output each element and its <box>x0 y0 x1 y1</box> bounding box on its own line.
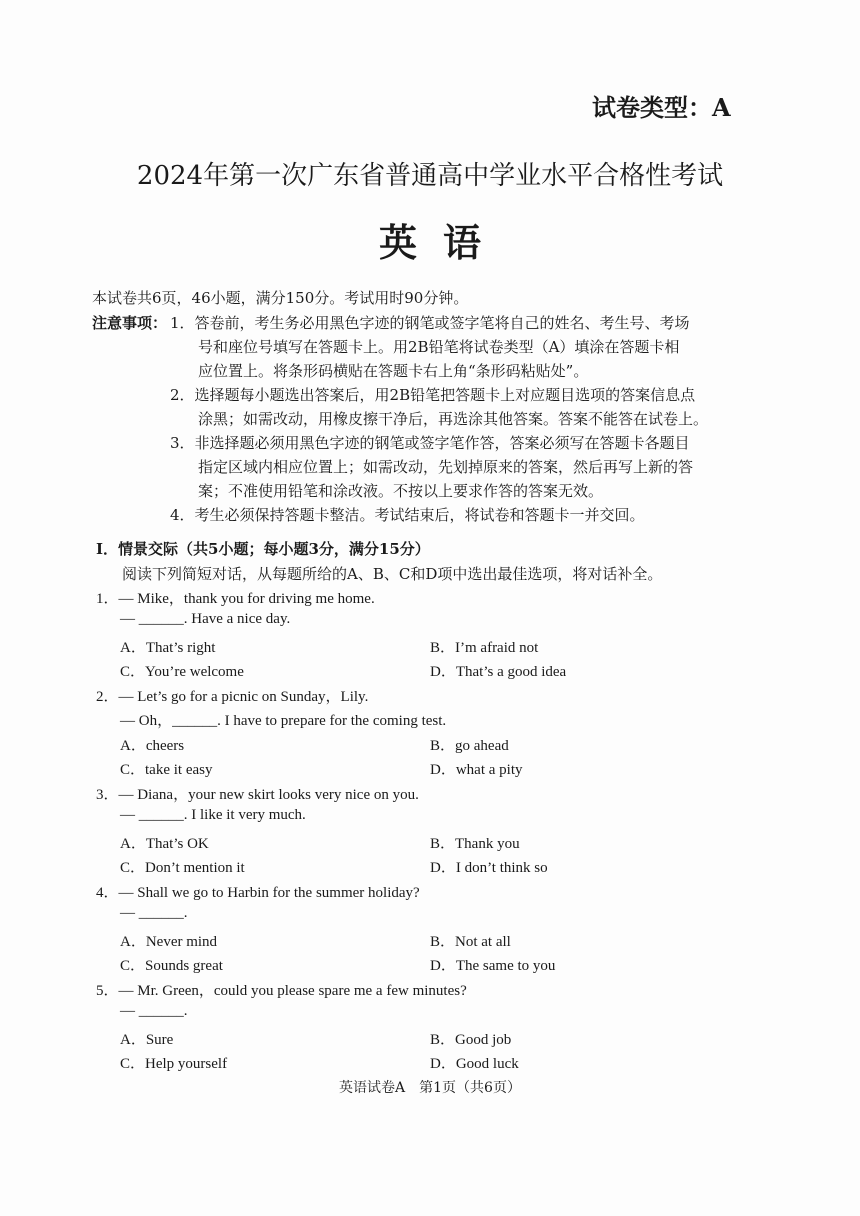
question-5-option-d: D．Good luck <box>430 1056 519 1072</box>
note-3-line-3: 案；不准使用铅笔和涂改液。不按以上要求作答的答案无效。 <box>198 482 604 500</box>
question-3-blank: — ______. I like it very much. <box>120 807 306 823</box>
question-3-option-d: D．I don’t think so <box>430 860 548 876</box>
question-2-option-a: A．cheers <box>120 738 185 754</box>
question-4-option-d: D．The same to you <box>430 958 556 974</box>
question-1-option-d: D．That’s a good idea <box>430 664 567 680</box>
question-1-option-c: C．You’re welcome <box>120 664 244 680</box>
note-3: 3．非选择题必须用黑色字迹的钢笔或签字笔作答，答案必须写在答题卡各题目 <box>170 434 690 452</box>
note-1-line-3: 应位置上。将条形码横贴在答题卡右上角“条形码粘贴处”。 <box>198 362 589 380</box>
question-3-stem: 3．— Diana，your new skirt looks very nice on you. <box>96 787 419 803</box>
question-1-option-a: A．That’s right <box>120 640 216 656</box>
question-2-stem: 2．— Let’s go for a picnic on Sunday，Lily. <box>96 689 369 705</box>
notes-label: 注意事项： <box>92 314 168 332</box>
question-4-option-a: A．Never mind <box>120 934 218 950</box>
exam-intro: 本试卷共6页，46小题，满分150分。考试用时90分钟。 <box>92 289 469 307</box>
question-3-option-c: C．Don’t mention it <box>120 860 245 876</box>
exam-title: 2024年第一次广东省普通高中学业水平合格性考试 <box>136 161 724 191</box>
note-3-line-2: 指定区域内相应位置上；如需改动，先划掉原来的答案，然后再写上新的答 <box>198 458 694 476</box>
note-1: 1．答卷前，考生务必用黑色字迹的钢笔或签字笔将自己的姓名、考生号、考场 <box>170 314 690 332</box>
question-1-blank: — ______. Have a nice day. <box>120 611 291 627</box>
question-5-blank: — ______. <box>120 1003 188 1019</box>
question-5-option-b: B．Good job <box>430 1032 512 1048</box>
note-4: 4．考生必须保持答题卡整洁。考试结束后，将试卷和答题卡一并交回。 <box>170 506 645 524</box>
question-2-blank: — Oh，______. I have to prepare for the coming test. <box>120 713 447 729</box>
question-4-option-c: C．Sounds great <box>120 958 223 974</box>
question-5-option-c: C．Help yourself <box>120 1056 228 1072</box>
question-1-option-b: B．I’m afraid not <box>430 640 539 656</box>
question-4-blank: — ______. <box>120 905 188 921</box>
section-instruction: 阅读下列简短对话，从每题所给的A、B、C和D项中选出最佳选项，将对话补全。 <box>122 565 663 583</box>
paper-type: 试卷类型：A <box>592 93 731 122</box>
question-3-option-b: B．Thank you <box>430 836 520 852</box>
question-2-option-c: C．take it easy <box>120 762 213 778</box>
question-2-option-b: B．go ahead <box>430 738 509 754</box>
note-1-line-2: 号和座位号填写在答题卡上。用2B铅笔将试卷类型（A）填涂在答题卡相 <box>198 338 680 356</box>
question-2-option-d: D．what a pity <box>430 762 523 778</box>
subject-title: 英语 <box>378 220 507 265</box>
section-heading: Ⅰ．情景交际（共5小题；每小题3分，满分15分） <box>96 540 430 558</box>
question-4-option-b: B．Not at all <box>430 934 511 950</box>
question-5-stem: 5．— Mr. Green，could you please spare me a few minutes? <box>96 983 467 999</box>
question-4-stem: 4．— Shall we go to Harbin for the summer holiday? <box>96 885 420 901</box>
question-5-option-a: A．Sure <box>120 1032 174 1048</box>
page-footer: 英语试卷A 第1页（共6页） <box>339 1080 521 1096</box>
note-2: 2．选择题每小题选出答案后，用2B铅笔把答题卡上对应题目选项的答案信息点 <box>170 386 696 404</box>
note-2-line-2: 涂黑；如需改动，用橡皮擦干净后，再选涂其他答案。答案不能答在试卷上。 <box>198 410 709 428</box>
question-1-stem: 1．— Mike，thank you for driving me home. <box>96 591 375 607</box>
question-3-option-a: A．That’s OK <box>120 836 209 852</box>
